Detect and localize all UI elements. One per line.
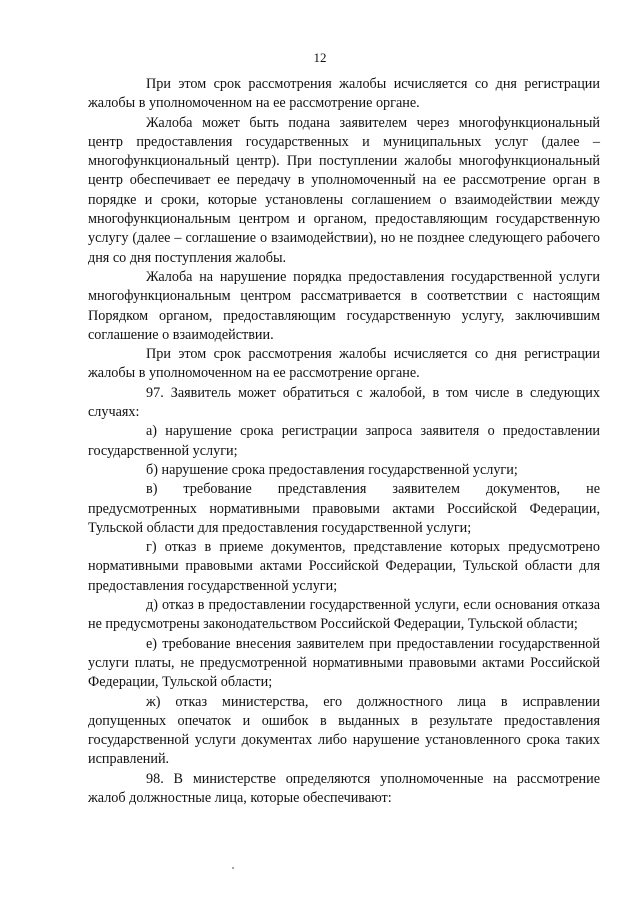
paragraph-review-period: При этом срок рассмотрения жалобы исчисляется со дня регистрации жалобы в уполномоченном на ее рассмотрение органе. xyxy=(88,76,600,112)
list-item-g: г) отказ в приеме документов, представление которых предусмотрено нормативными правовыми актами Российской Федерации, Тульской области для предоставления государственной услуги; xyxy=(88,539,600,594)
list-item-v: в) требование представления заявителем документов, не предусмотренных нормативными правовыми актами Российской Федерации, Тульской области для предоставления государственной услуги; xyxy=(88,481,600,536)
list-item-b: б) нарушение срока предоставления государственной услуги; xyxy=(146,461,518,478)
paragraph-section-98: 98. В министерстве определяются уполномоченные на рассмотрение жалоб должностные лица, которые обеспечивают: xyxy=(88,770,600,806)
scan-speck xyxy=(232,867,234,869)
list-item-d: д) отказ в предоставлении государственной услуги, если основания отказа не предусмотрены законодательством Российской Федерации, Тульской области; xyxy=(88,597,600,633)
paragraph-review-period-repeat: При этом срок рассмотрения жалобы исчисляется со дня регистрации жалобы в уполномоченном на ее рассмотрение органе. xyxy=(88,346,600,382)
list-item-zh: ж) отказ министерства, его должностного лица в исправлении допущенных опечаток и ошибок в выданных в результате предоставления государственной услуги документах либо нарушение установленного срока таких исправлений. xyxy=(88,693,600,768)
list-item-a: а) нарушение срока регистрации запроса заявителя о предоставлении государственной услуги; xyxy=(88,423,600,459)
paragraph-mfc-submission: Жалоба может быть подана заявителем через многофункциональный центр предоставления государственных и муниципальных услуг (далее – многофункциональный центр). При поступлении жалобы многофункциональный центр обеспечивает ее передачу в уполномоченный на ее рассмотрение орган в порядке и сроки, которые установлены соглашением о взаимодействии между многофункциональным центром и органом, предоставляющим государственную услугу (далее – соглашение о взаимодействии), но не позднее следующего рабочего дня со дня поступления жалобы. xyxy=(88,114,600,266)
paragraph-mfc-complaint: Жалоба на нарушение порядка предоставления государственной услуги многофункциональным центром рассматривается в соответствии с настоящим Порядком органом, предоставляющим государственную услугу, заключившим соглашение о взаимодействии. xyxy=(88,268,600,343)
list-item-e: е) требование внесения заявителем при предоставлении государственной услуги платы, не предусмотренной нормативными правовыми актами Российской Федерации, Тульской области; xyxy=(88,635,600,691)
paragraph-section-97: 97. Заявитель может обратиться с жалобой, в том числе в следующих случаях: xyxy=(88,384,600,421)
document-body xyxy=(88,75,600,808)
page-number: 12 xyxy=(313,50,327,65)
